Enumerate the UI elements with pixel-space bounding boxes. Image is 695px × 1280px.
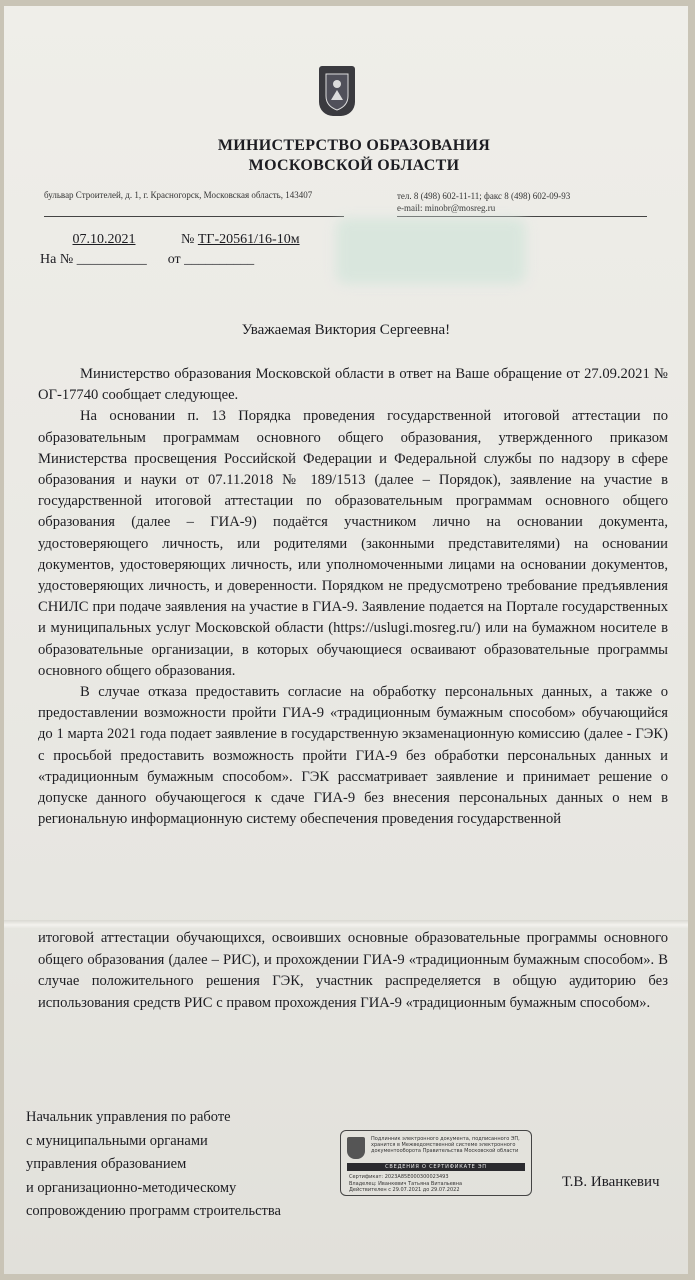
letter-sheet — [4, 6, 688, 1274]
signer-position-line: сопровождению программ строительства — [26, 1203, 281, 1219]
ref-label: На № — [40, 252, 74, 267]
paragraph-intro: Министерство образования Московской области в ответ на Ваше обращение от 27.09.2021 № ОГ-17740 сообщает следующее. — [38, 366, 668, 404]
stamp-details — [349, 1174, 525, 1194]
signer-position-line: управления образованием — [26, 1156, 187, 1172]
from-blank: __________ — [184, 252, 255, 267]
ministry-title-line2: МОСКОВСКОЙ ОБЛАСТИ — [248, 157, 460, 174]
electronic-signature-stamp — [340, 1130, 532, 1196]
ministry-address: бульвар Строителей, д. 1, г. Красногорск, Московская область, 143407 — [44, 190, 313, 200]
stamp-band: СВЕДЕНИЯ О СЕРТИФИКАТЕ ЭП — [347, 1163, 525, 1171]
signer-position — [26, 1106, 281, 1224]
page-fold — [4, 920, 688, 928]
ministry-phone: тел. 8 (498) 602-11-11; факс 8 (498) 602-09-93 — [397, 191, 571, 201]
paragraph-continuation: итоговой аттестации обучающихся, освоивших основные образовательные программы основного общего образования (далее – РИС), и прохождении ГИА-9 «традиционным бумажным способом». В случае положительного решения ГЭК, участник распределяется в общую аудиторию без использования средств РИС с правом прохождения ГИА-9 «традиционным бумажным способом». — [38, 930, 668, 1011]
stamp-certificate: Сертификат: 2023A85E000300023493 — [349, 1174, 449, 1180]
letter-body-continuation — [38, 928, 668, 1014]
paragraph-refusal: В случае отказа предоставить согласие на обработку персональных данных, а также о предоставлении возможности пройти ГИА-9 «традиционным бумажным способом» обучающийся до 1 марта 2021 года подает заявление в государственную экзаменационную комиссию (далее - ГЭК) с просьбой предоставить возможность пройти ГИА-9 без обработки персональных данных и «традиционным бумажным способом». ГЭК рассматривает заявление и принимает решение о допуске данного обучающегося к сдаче ГИА-9 без внесения персональных данных о нем в региональную информационную систему обеспечения проведения государственной — [38, 684, 668, 828]
letter-body — [38, 364, 668, 830]
stamp-validity: Действителен с 29.07.2021 до 29.07.2022 — [349, 1187, 460, 1193]
ministry-title — [164, 136, 544, 176]
greeting: Уважаемая Виктория Сергеевна! — [241, 322, 451, 338]
ref-blank: __________ — [76, 252, 147, 267]
incoming-reference — [40, 252, 254, 268]
signer-position-line: и организационно-методическому — [26, 1179, 237, 1196]
signer-position-line: Начальник управления по работе — [26, 1109, 231, 1125]
header-rule-right — [397, 216, 647, 217]
header-rule-left — [44, 216, 344, 217]
paragraph-procedure: На основании п. 13 Порядка проведения государственной итоговой аттестации по образовательным программам основного общего образования, утвержденного приказом Министерства просвещения Российской Федерации и Федеральной службы по надзору в сфере образования и науки от 07.11.2018 № 189/1513 (далее – Порядок), заявление на участие в государственной итоговой аттестации по образовательным программам основного общего образования (далее – ГИА-9) подаётся участником лично на основании документа, удостоверяющего личность, или родителями (законными представителями) на основании документов, удостоверяющих личность, или уполномоченными лицами на основании документов, удостоверяющих личность, и доверенности. Порядком не предусмотрено требование предъявления СНИЛС при подаче заявления на участие в ГИА-9. Заявление подается на Портале государственных и муниципальных услуг Московской области (https://uslugi.mosreg.ru/) или на бумажном носителе в образовательные организации, в которых обучающиеся осваивают образовательные программы основного общего образования. — [38, 408, 668, 679]
outgoing-registration — [40, 232, 300, 248]
letter-number: ТГ-20561/16-10м — [197, 232, 300, 247]
from-label: от — [167, 252, 181, 267]
stamp-intro: Подлинник электронного документа, подписанного ЭП, хранится в Межведомственной системе электронного документооборота Правительства Московской области — [371, 1136, 520, 1154]
ministry-title-line1: МИНИСТЕРСТВО ОБРАЗОВАНИЯ — [217, 137, 491, 154]
signer-name: Т.В. Иванкевич — [562, 1174, 660, 1190]
ministry-email: e-mail: minobr@mosreg.ru — [397, 203, 496, 213]
ministry-contacts — [397, 190, 570, 214]
stamp-owner: Владелец: Иванкевич Татьяна Витальевна — [349, 1180, 463, 1187]
letter-date: 07.10.2021 — [72, 232, 136, 247]
number-prefix: № — [181, 232, 195, 247]
signer-position-line: с муниципальными органами — [26, 1132, 208, 1149]
moscow-region-crest-icon — [319, 66, 355, 116]
redaction-smudge — [336, 218, 526, 284]
stamp-crest-icon — [347, 1137, 365, 1159]
